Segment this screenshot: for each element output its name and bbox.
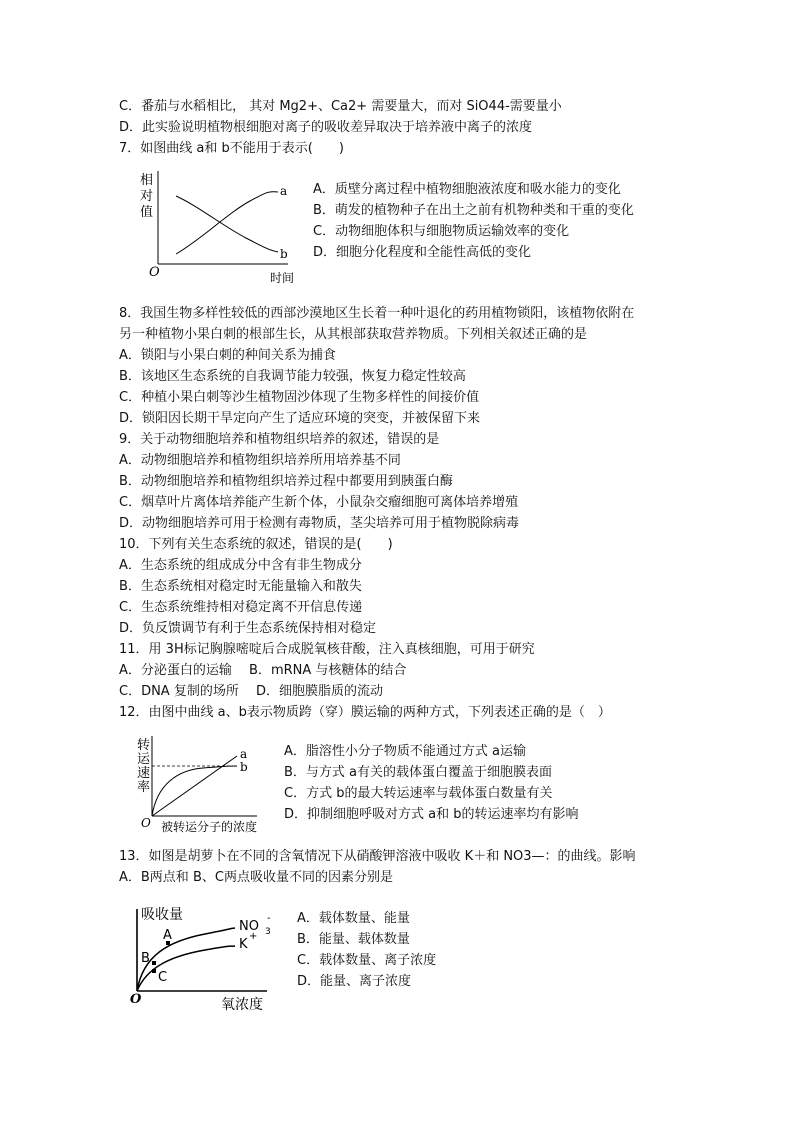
q12-curve-a-label: a: [240, 747, 248, 761]
q8-option-b: B．该地区生态系统的自我调节能力较强，恢复力稳定性较高: [119, 369, 466, 384]
q13-ylabel: 吸收量: [141, 907, 183, 923]
q10-option-b: B．生态系统相对稳定时无能量输入和散失: [119, 579, 362, 594]
q8-option-a: A．锁阳与小果白刺的种间关系为捕食: [119, 348, 336, 363]
q13-xlabel: 氧浓度: [221, 997, 263, 1013]
q12-xlabel: 被转运分子的浓度: [161, 820, 258, 834]
q13-option-a: A．载体数量、能量: [297, 911, 410, 926]
q13-curve-k: [137, 946, 235, 991]
q10-option-d: D．负反馈调节有利于生态系统保持相对稳定: [119, 621, 377, 636]
q12-ylabel-4: 率: [137, 780, 151, 795]
q7-curve-a-label: a: [280, 184, 288, 198]
q10-stem: 10．下列有关生态系统的叙述，错误的是( ): [119, 537, 393, 552]
q13-point-c-marker: [152, 969, 156, 973]
q7-option-c: C．动物细胞体积与细胞物质运输效率的变化: [313, 224, 570, 239]
q12-stem: 12．由图中曲线 a、b表示物质跨（穿）膜运输的两种方式，下列表述正确的是（ ）: [119, 705, 611, 720]
q10-option-a: A．生态系统的组成成分中含有非生物成分: [119, 558, 362, 573]
q7-curve-a: [176, 192, 278, 254]
q13-curve-no3-sub: 3: [265, 927, 271, 937]
q12-ylabel-1: 转: [137, 738, 151, 753]
q12-option-c: C．方式 b的最大转运速率与载体蛋白数量有关: [284, 786, 553, 801]
q8-stem-1: 8．我国生物多样性较低的西部沙漠地区生长着一种叶退化的药用植物锁阳，该植物依附在: [119, 306, 635, 321]
q12-option-b: B．与方式 a有关的载体蛋白覆盖于细胞膜表面: [284, 765, 553, 780]
q12-option-a: A．脂溶性小分子物质不能通过方式 a运输: [284, 744, 526, 759]
q12-curve-b-label: b: [240, 760, 248, 774]
q13-stem-1: 13．如图是胡萝卜在不同的含氧情况下从硝酸钾溶液中吸收 K＋和 NO3—：的曲线。影响: [119, 849, 636, 864]
q11-stem: 11．用 3H标记胸腺嘧啶后合成脱氧核苷酸，注入真核细胞，可用于研究: [119, 642, 535, 657]
q9-stem: 9．关于动物细胞培养和植物组织培养的叙述，错误的是: [119, 432, 440, 447]
q13-stem-2: A．B两点和 B、C两点吸收量不同的因素分别是: [119, 870, 393, 885]
q13-point-a-label: A: [163, 928, 172, 943]
q9-option-d: D．动物细胞培养可用于检测有毒物质，茎尖培养可用于植物脱除病毒: [119, 516, 520, 531]
q7-ylabel-2: 对: [140, 189, 154, 204]
q13-option-b: B．能量、载体数量: [297, 932, 410, 947]
q8-option-d: D．锁阳因长期干旱定向产生了适应环境的突变，并被保留下来: [119, 411, 481, 426]
q11-options-cd: C．DNA 复制的场所 D．细胞膜脂质的流动: [119, 684, 383, 699]
q7-stem: 7．如图曲线 a和 b不能用于表示( ): [119, 141, 344, 156]
q13-curve-no3-label: NO: [239, 919, 259, 934]
q8-option-c: C．种植小果白刺等沙生植物固沙体现了生物多样性的间接价值: [119, 390, 480, 405]
q13-curve-no3-sup: -: [267, 913, 271, 924]
q7-option-b: B．萌发的植物种子在出土之前有机物种类和干重的变化: [313, 203, 634, 218]
q7-option-a: A．质壁分离过程中植物细胞液浓度和吸水能力的变化: [313, 182, 621, 197]
q7-origin: O: [149, 265, 160, 280]
q12-origin: O: [141, 816, 151, 830]
q7-graph: [138, 168, 298, 288]
q9-option-c: C．烟草叶片离体培养能产生新个体，小鼠杂交瘤细胞可离体培养增殖: [119, 495, 519, 510]
q13-origin: O: [130, 992, 142, 1007]
q9-option-b: B．动物细胞培养和植物组织培养过程中都要用到胰蛋白酶: [119, 474, 453, 489]
q13-option-c: C．载体数量、离子浓度: [297, 953, 437, 968]
q11-options-ab: A．分泌蛋白的运输 B．mRNA 与核糖体的结合: [119, 663, 407, 678]
q12-ylabel-2: 运: [137, 752, 151, 767]
q7-option-d: D．细胞分化程度和全能性高低的变化: [313, 245, 532, 260]
q12-curve-b: [152, 766, 237, 816]
q13-point-b-marker: [152, 961, 156, 965]
q13-graph: [127, 903, 287, 1015]
q13-curve-no3: [137, 928, 235, 991]
q9-option-a: A．动物细胞培养和植物组织培养所用培养基不同: [119, 453, 401, 468]
q13-point-c-label: C: [158, 970, 168, 985]
q13-curve-k-sup: +: [249, 931, 258, 942]
q7-xlabel: 时间: [270, 271, 295, 285]
q10-option-c: C．生态系统维持相对稳定离不开信息传递: [119, 600, 363, 615]
q13-option-d: D．能量、离子浓度: [297, 974, 412, 989]
q7-ylabel-1: 相: [140, 173, 154, 188]
q7-curve-b-label: b: [280, 247, 288, 261]
q6-option-c: C．番茄与水稻相比， 其对 Mg2+、Ca2+ 需要量大，而对 SiO44-需要量小: [119, 99, 562, 114]
q13-curve-k-label: K: [239, 937, 248, 952]
q6-option-d: D．此实验说明植物根细胞对离子的吸收差异取决于培养液中离子的浓度: [119, 120, 533, 135]
q12-option-d: D．抑制细胞呼吸对方式 a和 b的转运速率均有影响: [284, 807, 579, 822]
q12-graph: [133, 732, 273, 836]
q8-stem-2: 另一种植物小果白刺的根部生长，从其根部获取营养物质。下列相关叙述正确的是: [119, 327, 588, 342]
q13-point-b-label: B: [141, 951, 150, 966]
q7-ylabel-3: 值: [140, 205, 154, 220]
q12-ylabel-3: 速: [137, 766, 151, 781]
